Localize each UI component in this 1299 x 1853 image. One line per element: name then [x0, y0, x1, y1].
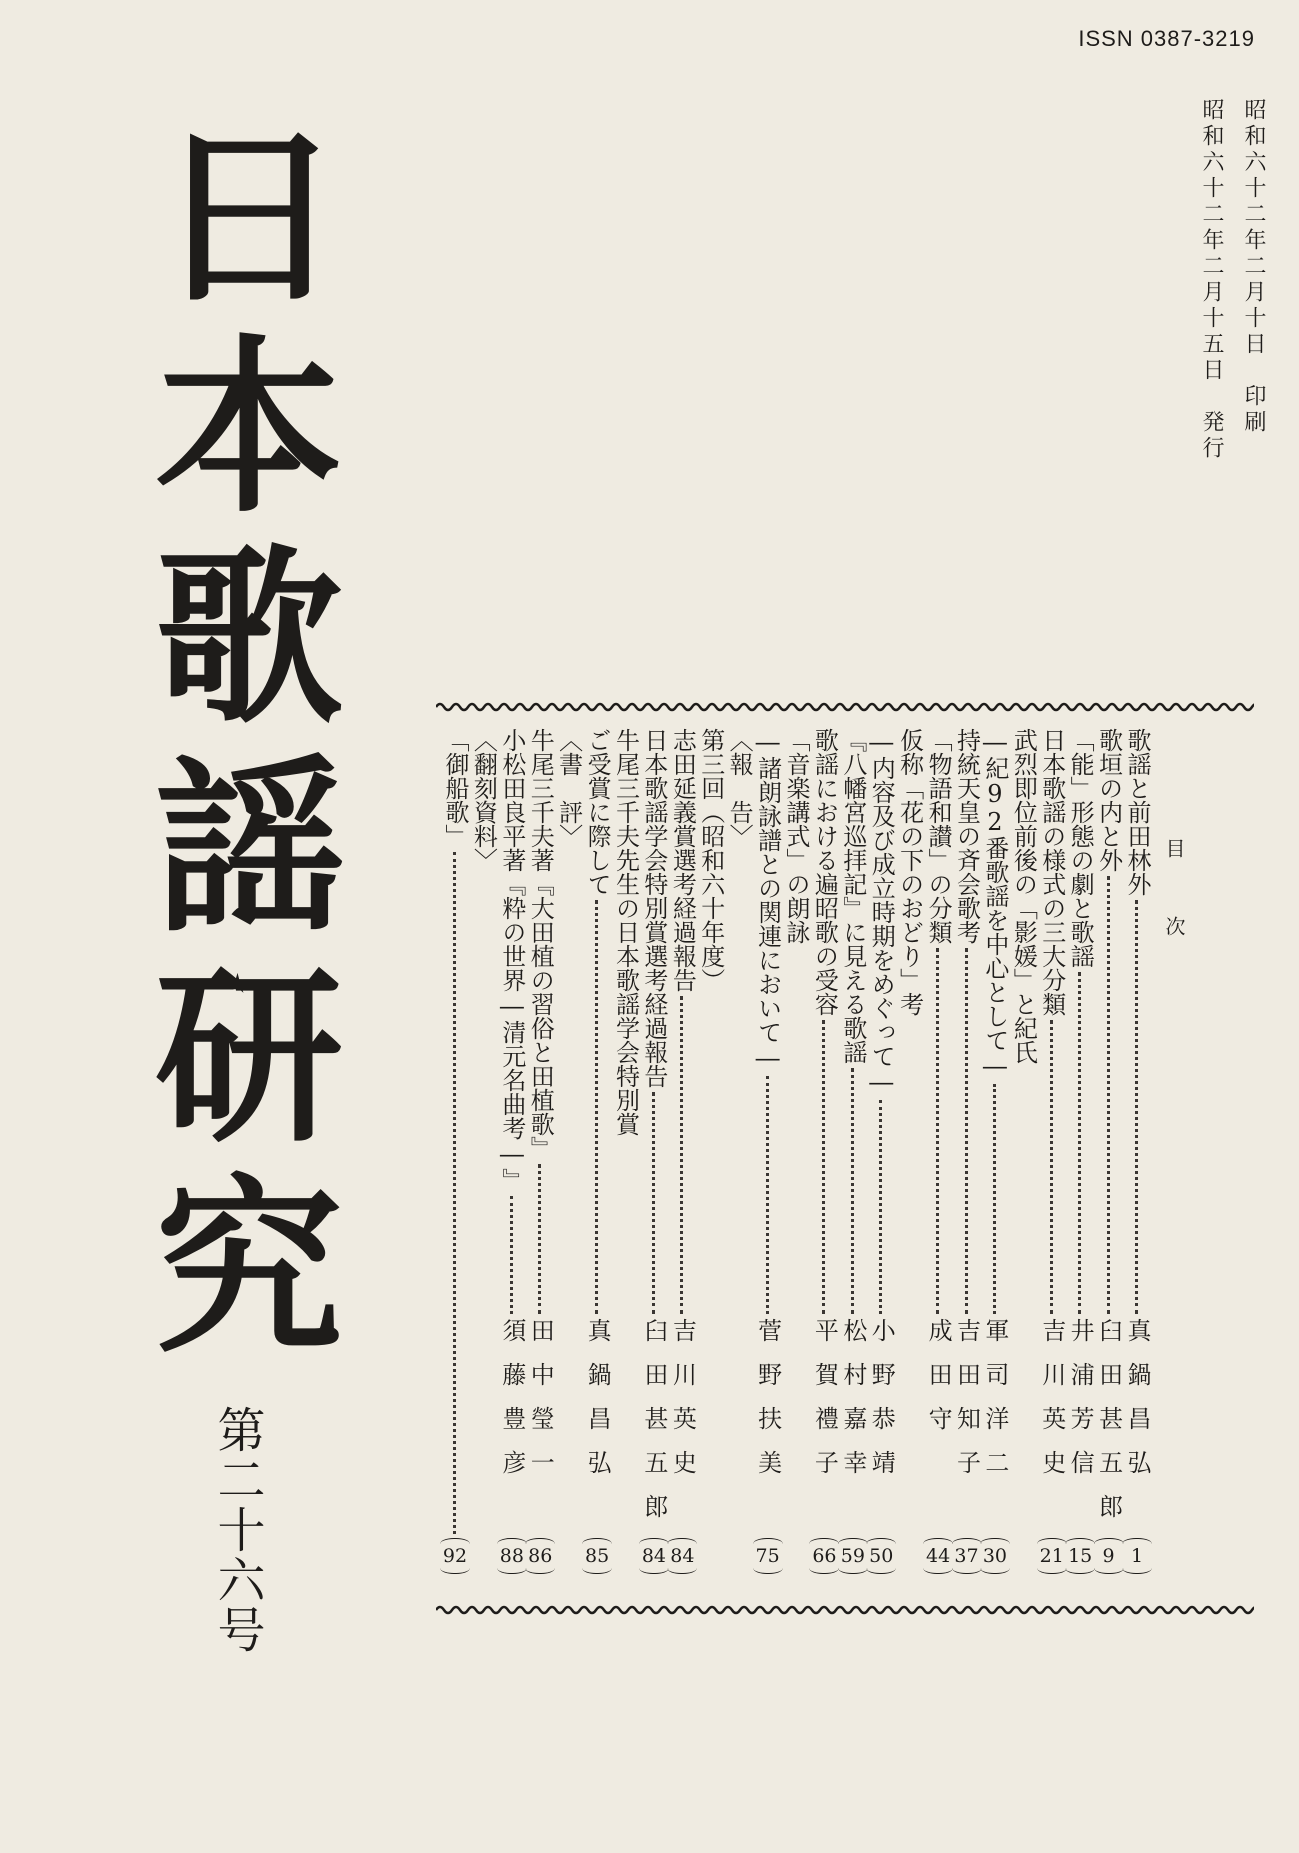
toc-entry-title: 歌垣の内と外	[1094, 728, 1123, 872]
toc-entry	[838, 728, 868, 1576]
publication-dates	[1193, 98, 1269, 462]
toc-entry-title: 志田延義賞選考経過報告	[668, 728, 697, 992]
toc-entry-page: 59	[838, 1538, 868, 1574]
toc-entry-title: 仮称「花の下のおどり」考	[895, 728, 924, 1016]
toc-entry	[1094, 728, 1124, 1576]
toc-entry-title: 持統天皇の斉会歌考	[952, 728, 981, 944]
toc-entry-title: 歌謡と前田林外	[1123, 728, 1151, 896]
toc-entry-author: 松村嘉幸	[838, 1318, 867, 1494]
toc-entry-page: 88	[497, 1538, 527, 1574]
toc-entry-page: 15	[1065, 1538, 1095, 1574]
issn-number: ISSN 0387-3219	[1078, 26, 1255, 51]
toc-entry-author: 菅野扶美	[753, 1318, 782, 1494]
toc-leader-dots	[965, 948, 968, 1314]
toc-entry-page: 44	[923, 1538, 953, 1574]
toc-entry-author: 成田守	[924, 1318, 953, 1450]
toc-entry	[952, 728, 982, 1576]
wave-line	[436, 1607, 1254, 1613]
toc-leader-dots	[851, 1068, 854, 1314]
issue-number: 第二十六号	[209, 1405, 265, 1655]
toc-leader-dots	[595, 900, 598, 1314]
toc-entry	[980, 728, 1010, 1576]
toc-entry-title: ご受賞に際して	[583, 728, 612, 896]
toc-entry	[781, 728, 811, 1576]
toc-entry-page: 9	[1094, 1538, 1124, 1574]
toc-entry-page: 84	[639, 1538, 669, 1574]
toc-entry-author: 平賀禮子	[810, 1318, 839, 1494]
toc-entry	[525, 728, 555, 1576]
toc-entry-author: 軍司洋二	[980, 1318, 1009, 1494]
toc-leader-dots	[766, 1076, 769, 1314]
journal-title: 日本歌謡研究	[123, 118, 344, 1378]
toc-leader-dots	[538, 1164, 541, 1314]
toc-entry-title: ―諸朗詠譜との関連において―	[753, 728, 782, 1072]
toc-entry-page: 84	[667, 1538, 697, 1574]
toc-entry-title: 「御船歌」	[441, 728, 469, 848]
toc-entry	[1065, 728, 1095, 1576]
publish-date: 昭和六十二年二月十五日 発行	[1199, 98, 1224, 462]
toc-leader-dots	[1107, 876, 1110, 1314]
toc-entry	[724, 728, 754, 1576]
toc-entry-title: ―紀92番歌謡を中心として―	[980, 728, 1009, 1080]
toc-entry	[866, 728, 896, 1576]
toc-entry-page: 37	[952, 1538, 982, 1574]
toc-leader-dots	[879, 1100, 882, 1314]
wave-line	[436, 704, 1254, 710]
toc-entry-title: 〈翻刻資料〉	[469, 728, 498, 872]
toc-leader-dots	[1078, 972, 1081, 1314]
toc-entry-page: 85	[582, 1538, 612, 1574]
toc-entry	[639, 728, 669, 1576]
toc-entry-title: 〈書 評〉	[554, 728, 583, 848]
toc-entry-author: 臼田甚五郎	[639, 1318, 668, 1538]
toc-entry-author: 吉川英史	[668, 1318, 697, 1494]
toc-entry-author: 須藤豊彦	[497, 1318, 526, 1494]
toc-entry-page: 50	[866, 1538, 896, 1574]
toc-entry-title: 日本歌謡の様式の三大分類	[1037, 728, 1066, 1016]
toc-entry-title: 「能」形態の劇と歌謡	[1066, 728, 1095, 968]
toc-leader-dots	[453, 852, 456, 1534]
toc-entry-title: 牛尾三千夫先生の日本歌謡学会特別賞	[611, 728, 640, 1136]
toc-leader-dots	[680, 996, 683, 1314]
table-of-contents-heading: 目次	[1162, 838, 1186, 994]
toc-entry-title: 第三回（昭和六十年度）	[696, 728, 725, 992]
toc-entry	[554, 728, 584, 1576]
toc-leader-dots	[652, 1092, 655, 1314]
toc-entry-title: 『八幡宮巡拝記』に見える歌謡	[838, 728, 867, 1064]
toc-entry-author: 井浦芳信	[1066, 1318, 1095, 1494]
toc-entry-title: 武烈即位前後の「影媛」と紀氏	[1009, 728, 1038, 1064]
toc-leader-dots	[510, 1196, 513, 1314]
toc-entry	[809, 728, 839, 1576]
toc-entry-author: 真鍋昌弘	[583, 1318, 612, 1494]
toc-entry-author: 田中瑩一	[526, 1318, 555, 1494]
toc-entry-page: 92	[440, 1538, 470, 1574]
toc-entry-author: 吉川英史	[1037, 1318, 1066, 1494]
toc-leader-dots	[1135, 900, 1138, 1314]
toc-entry-page: 75	[753, 1538, 783, 1574]
toc-entry-title: ―内容及び成立時期をめぐって―	[867, 728, 896, 1096]
toc-entry	[440, 728, 470, 1576]
toc-entry-page: 1	[1122, 1538, 1152, 1574]
toc-entry-title: 日本歌謡学会特別賞選考経過報告	[639, 728, 668, 1088]
toc-entry-title: 小松田良平著『粋の世界―清元名曲考―』	[497, 728, 526, 1192]
toc-entry-author: 真鍋昌弘	[1123, 1318, 1151, 1494]
toc-entry-title: 歌謡における遍昭歌の受容	[810, 728, 839, 1016]
toc-entry-author: 臼田甚五郎	[1094, 1318, 1123, 1538]
toc-leader-dots	[993, 1084, 996, 1314]
toc-entry-author: 小野恭靖	[867, 1318, 896, 1494]
toc-entry	[667, 728, 697, 1576]
toc-entry	[753, 728, 783, 1576]
toc-entry	[1037, 728, 1067, 1576]
toc-entry	[611, 728, 641, 1576]
toc-entry-page: 86	[525, 1538, 555, 1574]
print-date: 昭和六十二年二月十日 印刷	[1241, 98, 1266, 436]
toc-entry	[696, 728, 726, 1576]
toc-entry	[1122, 728, 1152, 1576]
toc-entry	[497, 728, 527, 1576]
toc-entry-title: 〈報 告〉	[725, 728, 754, 848]
toc-entry-page: 21	[1037, 1538, 1067, 1574]
toc-entry	[1008, 728, 1038, 1576]
wavy-divider-bottom	[436, 1603, 1254, 1617]
toc-entry-title: 「音楽講式」の朗詠	[782, 728, 810, 944]
toc-leader-dots	[822, 1020, 825, 1314]
toc-entry-title: 「物語和讃」の分類	[924, 728, 953, 944]
toc-entry-title: 牛尾三千夫著『大田植の習俗と田植歌』	[526, 728, 555, 1160]
toc-entry	[468, 728, 498, 1576]
toc-entry-page: 30	[980, 1538, 1010, 1574]
wavy-divider-top	[436, 700, 1254, 714]
toc-entry-page: 66	[809, 1538, 839, 1574]
table-of-contents	[440, 728, 1152, 1576]
toc-leader-dots	[1050, 1020, 1053, 1314]
toc-entry	[582, 728, 612, 1576]
toc-leader-dots	[936, 948, 939, 1314]
toc-entry	[923, 728, 953, 1576]
toc-entry-author: 吉田知子	[952, 1318, 981, 1494]
toc-entry	[895, 728, 925, 1576]
